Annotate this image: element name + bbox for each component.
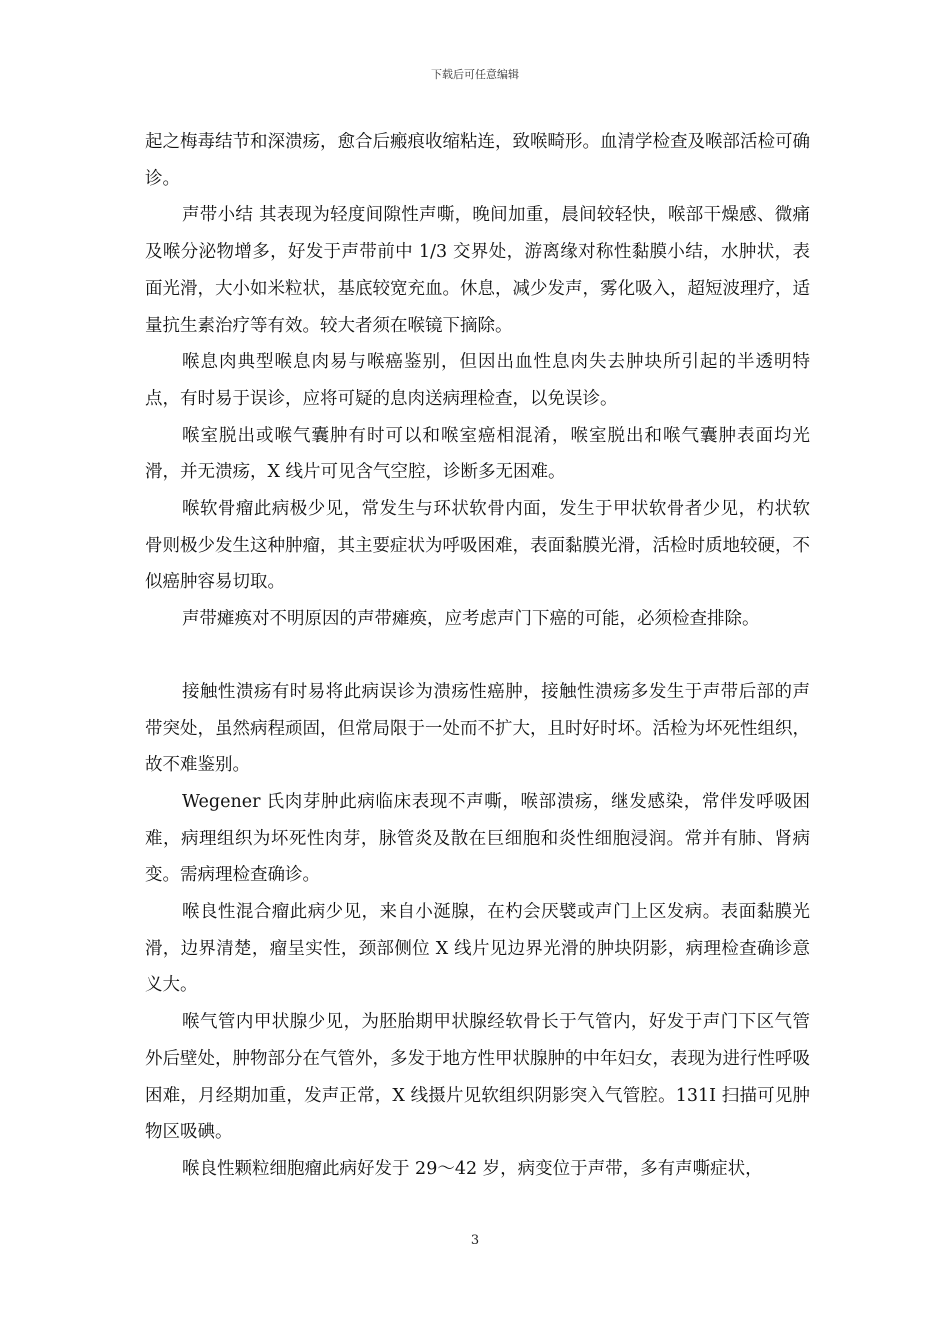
paragraph-vocal-nodules: 声带小结 其表现为轻度间隙性声嘶，晚间加重，晨间较轻快，喉部干燥感、微痛及喉分泌物增多，好发于声带前中 1/3 交界处，游离缘对称性黏膜小结，水肿状，表面光滑，大小如米粒状，基底较宽充血。休息，减少发声，雾化吸入，超短波理疗，适量抗生素治疗等有效。较大者须在喉镜下摘除。	[145, 205, 810, 336]
paragraph-laryngeal-polyp: 喉息肉典型喉息肉易与喉癌鉴别，但因出血性息肉失去肿块所引起的半透明特点，有时易于误诊，应将可疑的息肉送病理检查，以免误诊。	[145, 352, 810, 409]
paragraph-vocal-paralysis: 声带瘫痪对不明原因的声带瘫痪，应考虑声门下癌的可能，必须检查排除。	[182, 609, 760, 630]
paragraph-syphilis-continued: 起之梅毒结节和深溃疡，愈合后瘢痕收缩粘连，致喉畸形。血清学检查及喉部活检可确诊。	[145, 132, 810, 189]
page-header: 下载后可任意编辑	[431, 68, 519, 81]
paragraph-chondroma: 喉软骨瘤此病极少见，常发生与环状软骨内面，发生于甲状软骨者少见，杓状软骨则极少发生这种肿瘤，其主要症状为呼吸困难，表面黏膜光滑，活检时质地较硬，不似癌肿容易切取。	[145, 499, 810, 593]
paragraph-ventricle-prolapse: 喉室脱出或喉气囊肿有时可以和喉室癌相混淆，喉室脱出和喉气囊肿表面均光滑，并无溃疡，X 线片可见含气空腔，诊断多无困难。	[145, 425, 810, 483]
document-body	[145, 124, 810, 1188]
paragraph-contact-ulcer: 接触性溃疡有时易将此病误诊为溃疡性癌肿，接触性溃疡多发生于声带后部的声带突处，虽然病程顽固，但常局限于一处而不扩大，且时好时坏。活检为坏死性组织，故不难鉴别。	[145, 681, 810, 776]
paragraph-granular-cell-tumor: 喉良性颗粒细胞瘤此病好发于 29～42 岁，病变位于声带，多有声嘶症状，	[182, 1158, 763, 1179]
paragraph-gap	[145, 638, 810, 674]
paragraph-mixed-tumor: 喉良性混合瘤此病少见，来自小涎腺，在杓会厌襞或声门上区发病。表面黏膜光滑，边界清楚，瘤呈实性，颈部侧位 X 线片见边界光滑的肿块阴影，病理检查确诊意义大。	[145, 902, 810, 996]
paragraph-wegener-granuloma: Wegener 氏肉芽肿此病临床表现不声嘶，喉部溃疡，继发感染，常伴发呼吸困难，病理组织为坏死性肉芽，脉管炎及散在巨细胞和炎性细胞浸润。常并有肺、肾病变。需病理检查确诊。	[145, 791, 810, 886]
page-number: 3	[470, 1233, 480, 1248]
paragraph-intratracheal-thyroid: 喉气管内甲状腺少见，为胚胎期甲状腺经软骨长于气管内，好发于声门下区气管外后壁处，肿物部分在气管外，多发于地方性甲状腺肿的中年妇女，表现为进行性呼吸困难，月经期加重，发声正常，X 线摄片见软组织阴影突入气管腔。131I 扫描可见肿物区吸碘。	[145, 1012, 810, 1143]
